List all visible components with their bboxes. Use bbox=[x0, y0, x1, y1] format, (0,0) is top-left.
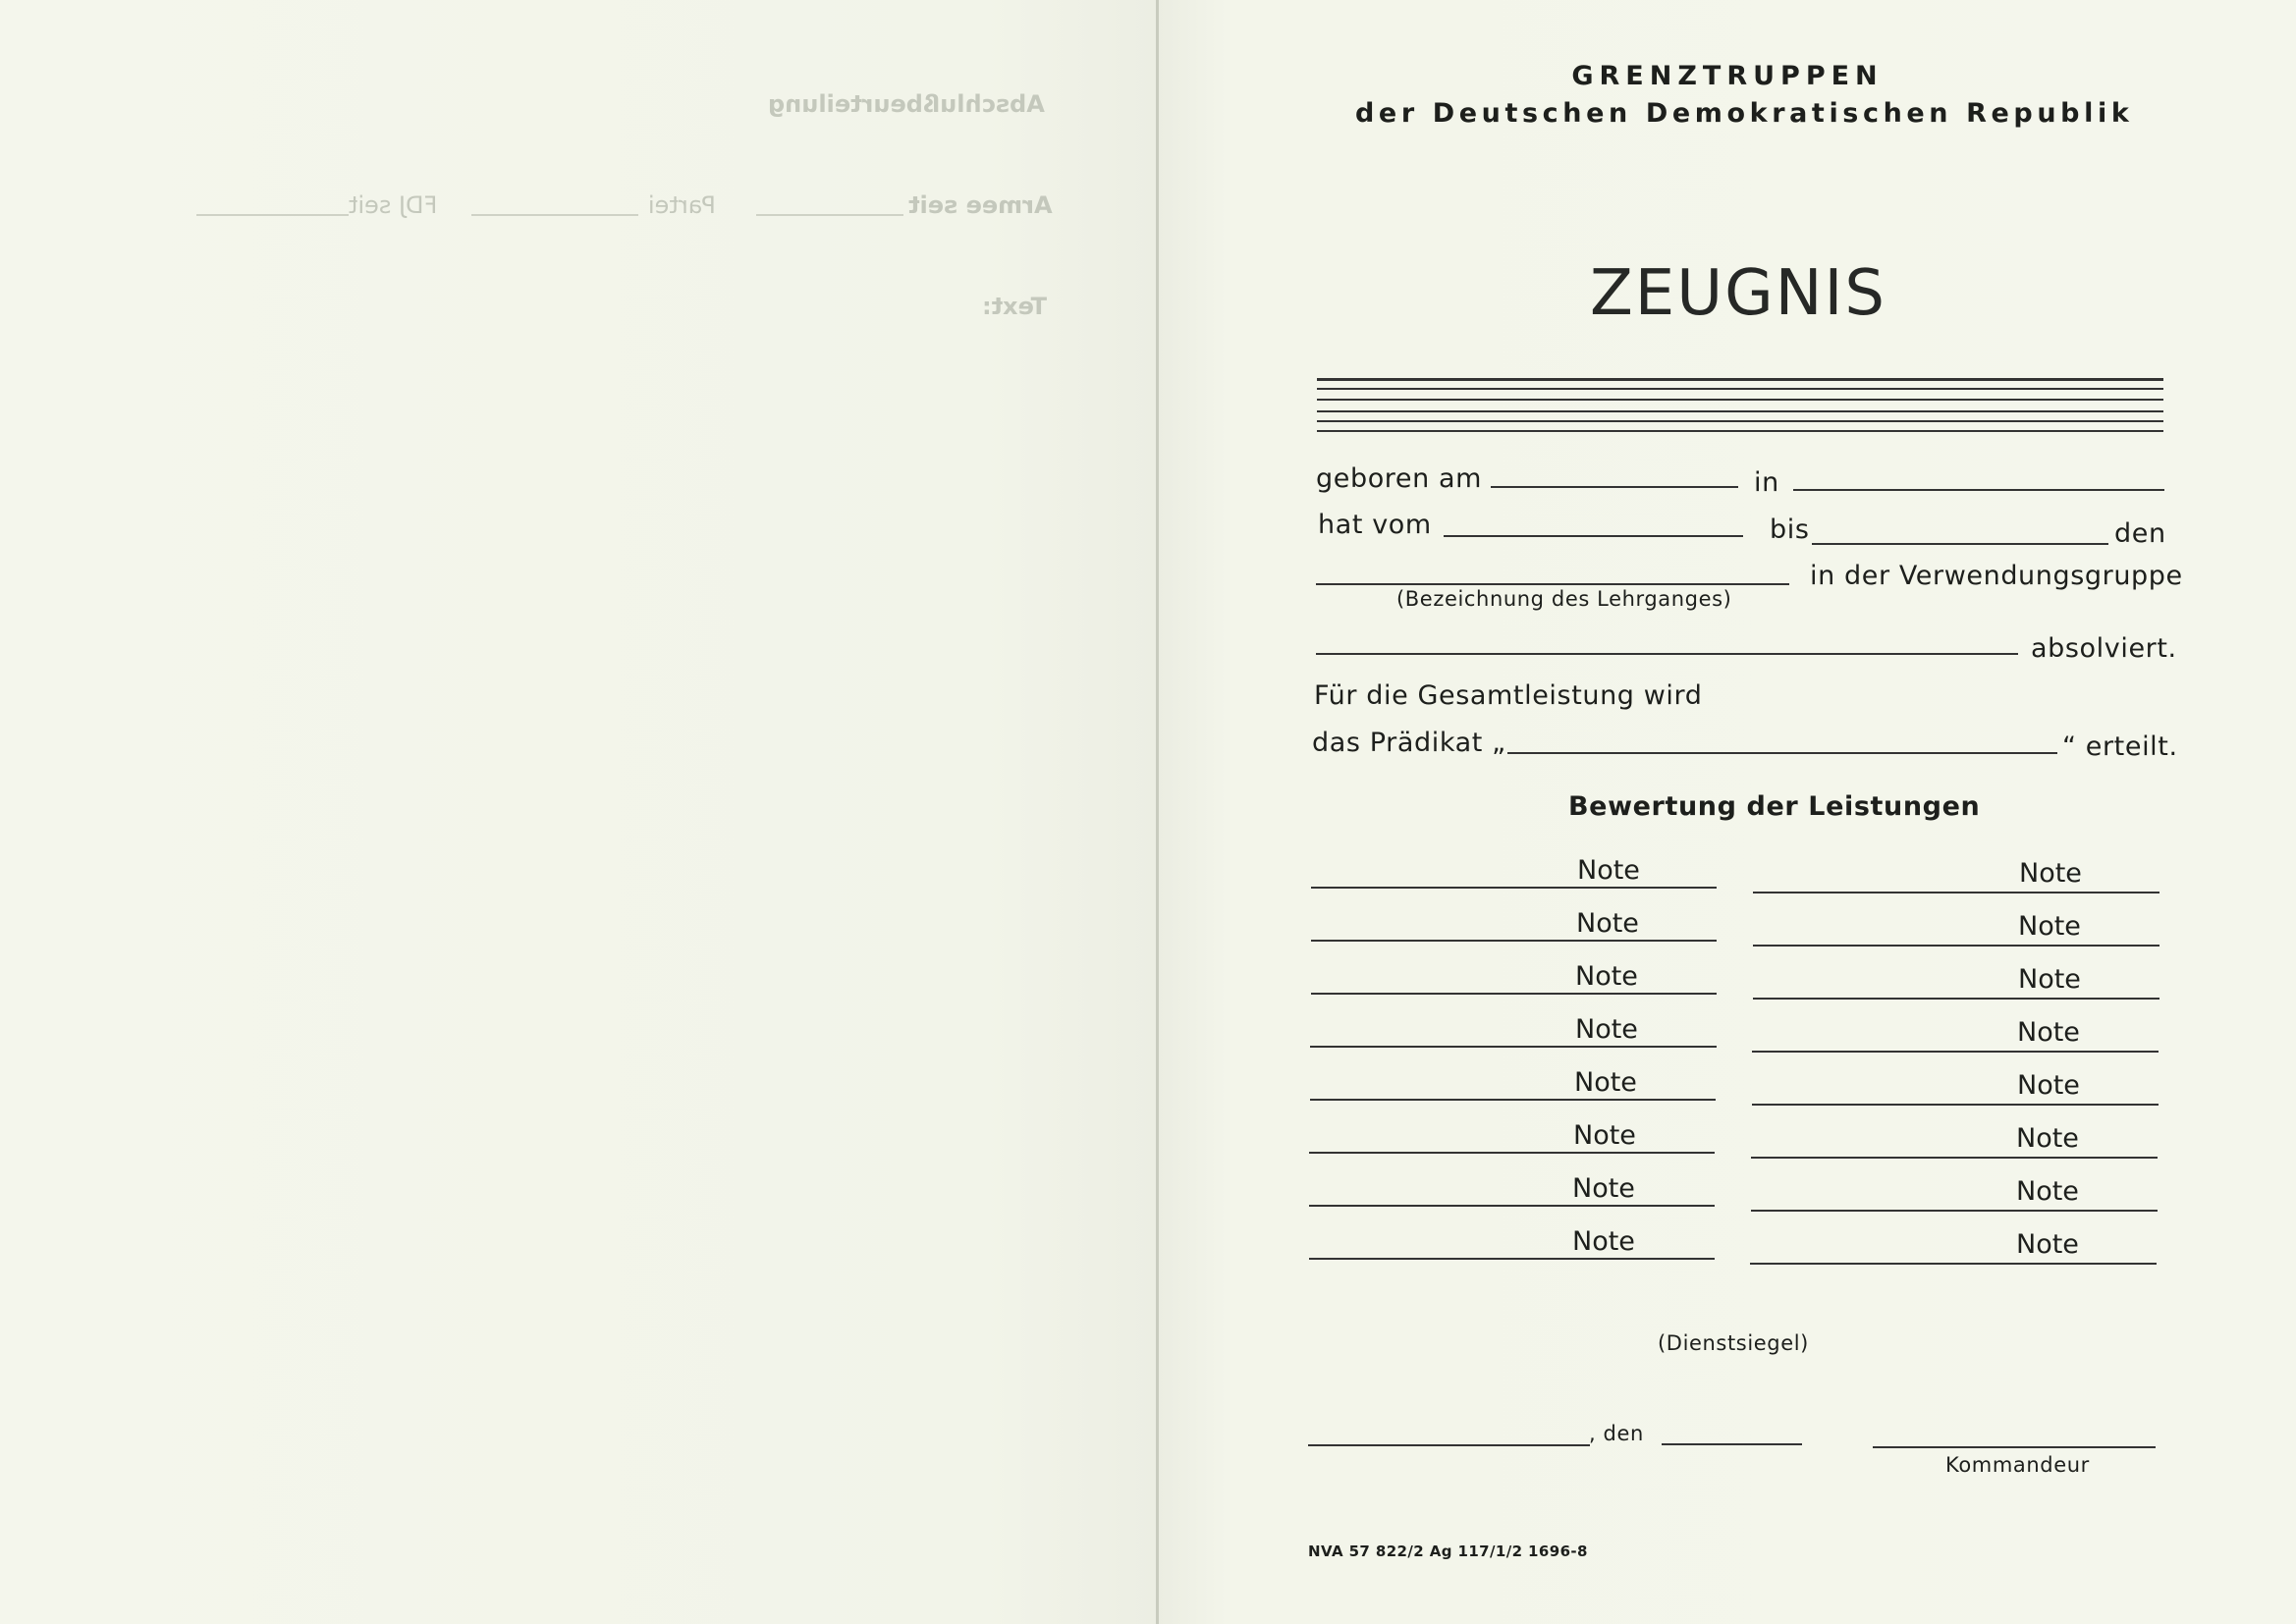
label-den: den bbox=[2114, 518, 2166, 549]
grade-field[interactable] bbox=[1751, 1210, 2158, 1212]
note-label: Note bbox=[2016, 1229, 2079, 1260]
bleed-through-partei-label: Partei bbox=[648, 191, 716, 219]
note-label: Note bbox=[1574, 1067, 1637, 1098]
header-line1: GRENZTRUPPEN bbox=[1571, 61, 1884, 91]
label-verwendungsgruppe: in der Verwendungsgruppe bbox=[1810, 561, 2183, 591]
grade-field[interactable] bbox=[1753, 945, 2159, 947]
field-birth-date[interactable] bbox=[1491, 486, 1738, 488]
grade-field[interactable] bbox=[1310, 1099, 1716, 1101]
seal-caption: (Dienstsiegel) bbox=[1658, 1331, 1809, 1355]
bleed-through-fdj-label: FDJ seit bbox=[349, 191, 438, 219]
note-label: Note bbox=[1575, 1014, 1638, 1045]
note-label: Note bbox=[2016, 1123, 2079, 1154]
field-place[interactable] bbox=[1308, 1444, 1590, 1446]
note-label: Note bbox=[2017, 1070, 2080, 1101]
note-label: Note bbox=[1575, 961, 1638, 992]
label-den-footer: , den bbox=[1589, 1422, 1644, 1445]
field-course-name[interactable] bbox=[1316, 583, 1789, 585]
note-label: Note bbox=[1572, 1173, 1635, 1204]
label-geboren-am: geboren am bbox=[1316, 463, 1483, 494]
field-verwendungsgruppe[interactable] bbox=[1316, 653, 2018, 655]
grade-field[interactable] bbox=[1752, 1051, 2159, 1053]
bleed-through-line bbox=[196, 214, 349, 216]
grade-field[interactable] bbox=[1753, 892, 2159, 893]
field-birth-place[interactable] bbox=[1793, 489, 2164, 491]
note-label: Note bbox=[1577, 855, 1640, 886]
grade-field[interactable] bbox=[1750, 1263, 2157, 1265]
grade-field[interactable] bbox=[1752, 1104, 2159, 1106]
note-label: Note bbox=[2017, 1017, 2080, 1048]
grades-heading: Bewertung der Leistungen bbox=[1568, 791, 1981, 822]
caption-bezeichnung: (Bezeichnung des Lehrganges) bbox=[1396, 587, 1732, 611]
field-signature[interactable] bbox=[1873, 1446, 2156, 1448]
bleed-through-text-label: Text: bbox=[982, 293, 1048, 320]
label-erteilt: “ erteilt. bbox=[2062, 731, 2178, 762]
grade-field[interactable] bbox=[1311, 940, 1717, 942]
label-absolviert: absolviert. bbox=[2031, 633, 2177, 664]
label-kommandeur: Kommandeur bbox=[1945, 1453, 2090, 1477]
page-fold bbox=[1156, 0, 1159, 1624]
note-label: Note bbox=[1576, 908, 1639, 939]
document-title: ZEUGNIS bbox=[1589, 257, 1887, 330]
bleed-through-line bbox=[756, 214, 903, 216]
field-date[interactable] bbox=[1662, 1443, 1802, 1445]
bleed-through-armee-label: Armee seit bbox=[908, 191, 1053, 219]
grade-field[interactable] bbox=[1309, 1258, 1715, 1260]
grade-field[interactable] bbox=[1753, 998, 2159, 1000]
note-label: Note bbox=[1573, 1120, 1636, 1151]
bleed-through-line bbox=[471, 214, 638, 216]
note-label: Note bbox=[2016, 1176, 2079, 1207]
grade-field[interactable] bbox=[1309, 1205, 1715, 1207]
label-hat-vom: hat vom bbox=[1318, 510, 1432, 540]
label-bis: bis bbox=[1770, 514, 1810, 545]
grade-field[interactable] bbox=[1751, 1157, 2158, 1159]
note-label: Note bbox=[1572, 1226, 1635, 1257]
grade-field[interactable] bbox=[1311, 993, 1717, 995]
bleed-through-heading: Abschlußbeurteilung bbox=[768, 90, 1045, 118]
field-praedikat[interactable] bbox=[1507, 752, 2057, 754]
grade-field[interactable] bbox=[1310, 1046, 1717, 1048]
field-from-date[interactable] bbox=[1444, 535, 1743, 537]
note-label: Note bbox=[2018, 964, 2081, 995]
note-label: Note bbox=[2018, 911, 2081, 942]
field-to-date[interactable] bbox=[1812, 543, 2108, 545]
form-number: NVA 57 822/2 Ag 117/1/2 1696-8 bbox=[1308, 1543, 1588, 1560]
label-praedikat: das Prädikat „ bbox=[1312, 728, 1506, 758]
note-label: Note bbox=[2019, 858, 2082, 889]
label-gesamtleistung: Für die Gesamtleistung wird bbox=[1314, 680, 1703, 711]
label-in: in bbox=[1754, 467, 1779, 498]
grade-field[interactable] bbox=[1311, 887, 1717, 889]
grade-field[interactable] bbox=[1309, 1152, 1715, 1154]
header-line2: der Deutschen Demokratischen Republik bbox=[1355, 98, 2134, 129]
